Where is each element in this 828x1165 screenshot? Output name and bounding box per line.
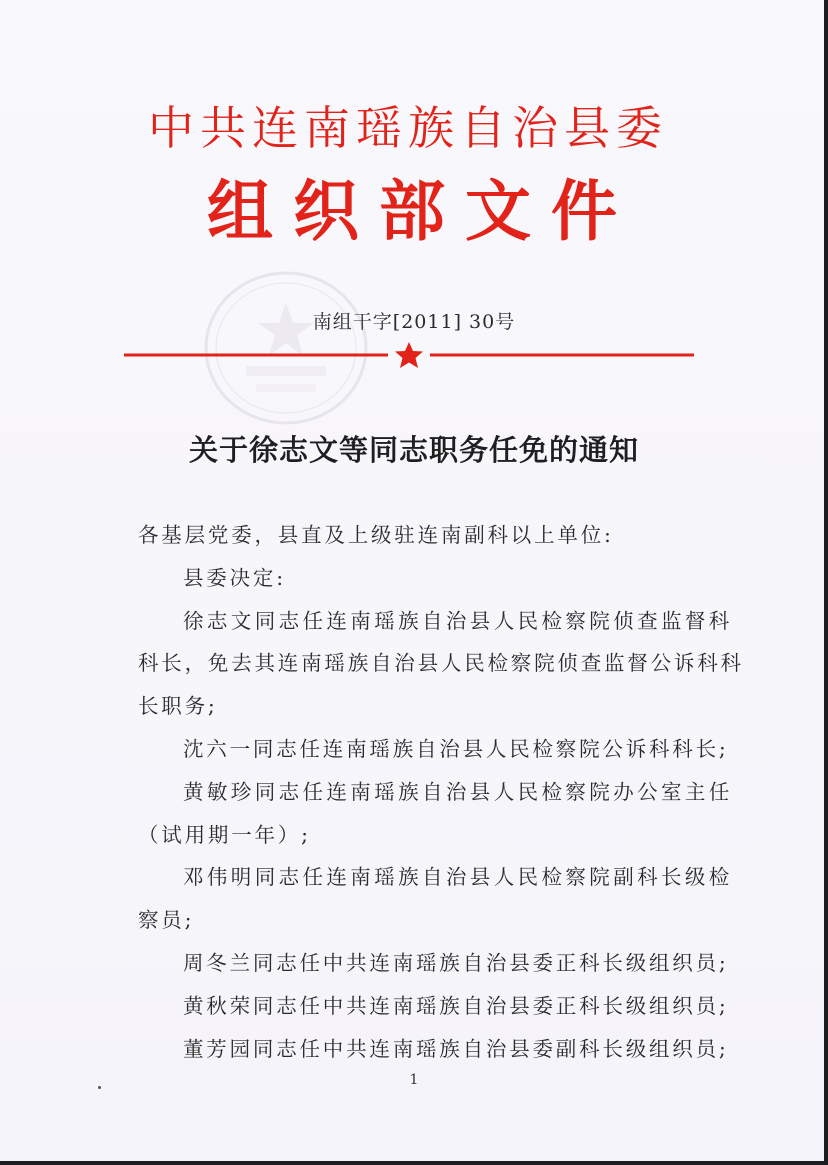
body-line: 长职务;	[138, 694, 218, 719]
body-line: 黄敏珍同志任连南瑶族自治县人民检察院办公室主任	[183, 779, 733, 804]
scan-edge-right	[824, 0, 828, 1165]
issuing-organization-header: 中共连南瑶族自治县委	[148, 101, 668, 155]
body-line: 徐志文同志任连南瑶族自治县人民检察院侦查监督科	[183, 608, 733, 633]
document-type-header: 组织部文件	[207, 173, 637, 250]
addressee-line: 各基层党委，县直及上级驻连南副科以上单位:	[138, 523, 614, 547]
page-number: 1	[409, 1072, 419, 1088]
red-divider-with-star	[124, 341, 694, 369]
body-line: 县委决定:	[183, 565, 286, 590]
body-line: 科长，免去其连南瑶族自治县人民检察院侦查监督公诉科科	[138, 651, 744, 676]
body-line: 董芳园同志任中共连南瑶族自治县委副科长级组织员;	[183, 1036, 729, 1061]
document-number: 南组干字[2011] 30号	[312, 311, 516, 333]
body-line: 周冬兰同志任中共连南瑶族自治县委正科长级组织员;	[183, 950, 729, 975]
body-line: 黄秋荣同志任中共连南瑶族自治县委正科长级组织员;	[183, 993, 729, 1018]
scan-edge-bottom	[0, 1161, 828, 1165]
body-line: 沈六一同志任连南瑶族自治县人民检察院公诉科科长;	[183, 736, 729, 761]
body-line: 邓伟明同志任连南瑶族自治县人民检察院副科长级检	[183, 865, 733, 890]
star-icon	[395, 342, 423, 368]
document-title: 关于徐志文等同志职务任免的通知	[188, 433, 639, 467]
body-line: （试用期一年）;	[138, 822, 311, 847]
body-line: 察员;	[138, 908, 195, 933]
document-body	[138, 514, 744, 1070]
